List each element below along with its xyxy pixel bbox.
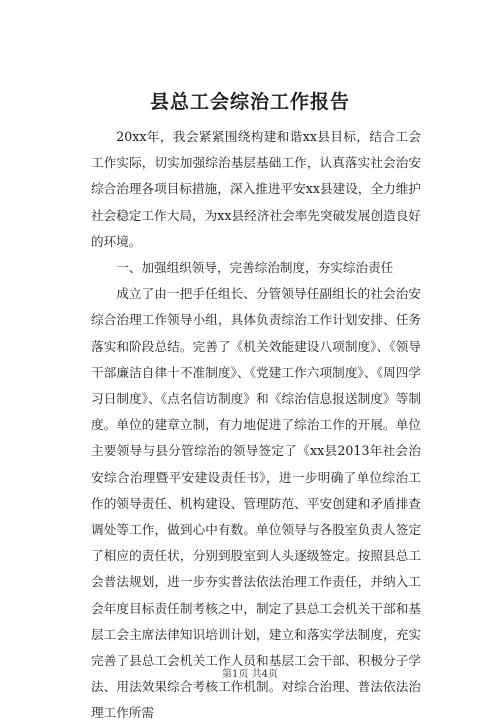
section-heading: 一、加强组织领导，完善综治制度，夯实综治责任 [116,260,394,276]
document-title: 县总工会综治工作报告 [149,91,350,113]
document-body [91,124,421,727]
page-footer: 第1页 共4页 [222,669,278,680]
intro-paragraph: 20xx年，我会紧紧围绕构建和谐xx县目标，结合工会工作实际，切实加强综治基层基础工作，认真落实社会治安综合治理各项目标措施，深入推进平安xx县建设，全力维护社会稳定工作大局，为xx县经济社会率先突破发展创造良好的环境。 [91,129,421,249]
body-paragraph: 成立了由一把手任组长、分管领导任副组长的社会治安综合治理工作领导小组，具体负责综治工作计划安排、任务落实和阶段总结。完善了《机关效能建设八项制度》、《领导干部廉洁自律十不准制度》、《党建工作六项制度》、《周四学习日制度》、《点名信访制度》和《综治信息报送制度》等制度。单位的建章立制，有力地促进了综治工作的开展。单位主要领导与县分管综治的领导签定了《xx县2013年社会治安综合治理暨平安建设责任书》，进一步明确了单位综治工作的领导责任、机构建设、管理防范、平安创建和矛盾排查调处等工作，做到心中有数。单位领导与各股室负责人签定了相应的责任状，分别到股室到人头逐级签定。按照县总工会普法规划，进一步夯实普法依法治理工作责任，并纳入工会年度目标责任制考核之中，制定了县总工会机关干部和基层工会主席法律知识培训计划，建立和落实学法制度，充实完善了县总工会机关工作人员和基层工会干部、积极分子学法、用法效果综合考核工作机制。对综合治理、普法依法治理工作所需 [91,286,421,721]
